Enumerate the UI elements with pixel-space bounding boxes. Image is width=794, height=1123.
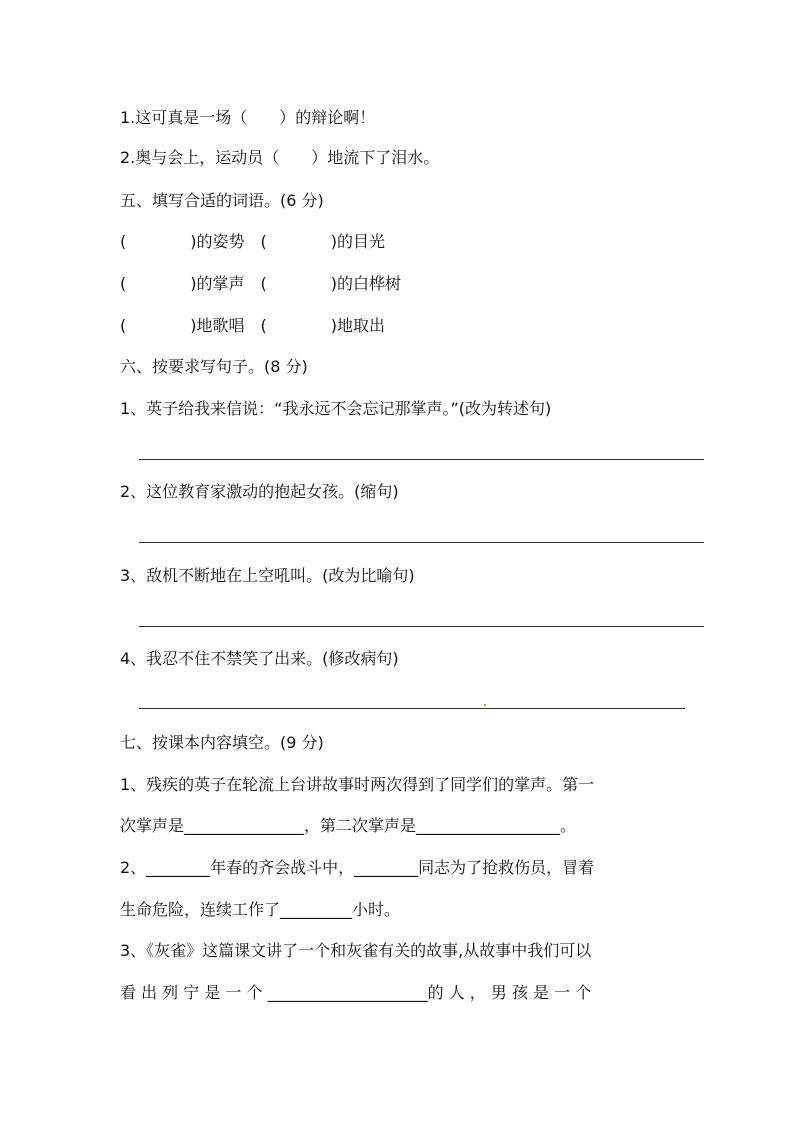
section-6-heading: 六、按要求写句子。(8 分) [120, 357, 308, 376]
answer-line-3 [139, 626, 704, 627]
section-5-heading: 五、填写合适的词语。(6 分) [120, 191, 324, 210]
sentence-task-4: 4、我忍不住不禁笑了出来。(修改病句) [120, 649, 399, 668]
text-fill-1b: 次掌声是_______________，第二次掌声是__________________。 [120, 816, 577, 835]
sentence-task-2: 2、这位教育家激动的抱起女孩。(缩句) [120, 482, 399, 501]
text-fill-2a: 2、________年春的齐会战斗中，________同志为了抢救伤员，冒着 [120, 858, 595, 877]
stray-mark [484, 704, 486, 706]
word-fill-row-1: ( )的姿势 ( )的目光 [120, 232, 385, 251]
answer-line-4 [139, 708, 685, 709]
word-fill-row-3: ( )地歌唱 ( )地取出 [120, 316, 385, 335]
section-7-heading: 七、按课本内容填空。(9 分) [120, 733, 324, 752]
text-fill-2b: 生命危险，连续工作了_________小时。 [120, 900, 401, 919]
answer-line-2 [139, 542, 704, 543]
text-fill-1a: 1、残疾的英子在轮流上台讲故事时两次得到了同学们的掌声。第一 [120, 775, 595, 794]
sentence-task-3: 3、敌机不断地在上空吼叫。(改为比喻句) [120, 566, 415, 585]
text-fill-3b: 看 出 列 宁 是 一 个 ____________________的 人 ， 男 孩 是 一 个 [120, 983, 592, 1002]
text-fill-3a: 3、《灰雀》这篇课文讲了一个和灰雀有关的故事,从故事中我们可以 [120, 941, 592, 960]
question-line-2: 2.奥与会上，运动员（ ）地流下了泪水。 [120, 148, 440, 167]
question-line-1: 1.这可真是一场（ ）的辩论啊！ [120, 108, 376, 127]
sentence-task-1: 1、英子给我来信说：“我永远不会忘记那掌声。”(改为转述句) [120, 399, 552, 418]
word-fill-row-2: ( )的掌声 ( )的白桦树 [120, 274, 401, 293]
answer-line-1 [139, 459, 704, 460]
